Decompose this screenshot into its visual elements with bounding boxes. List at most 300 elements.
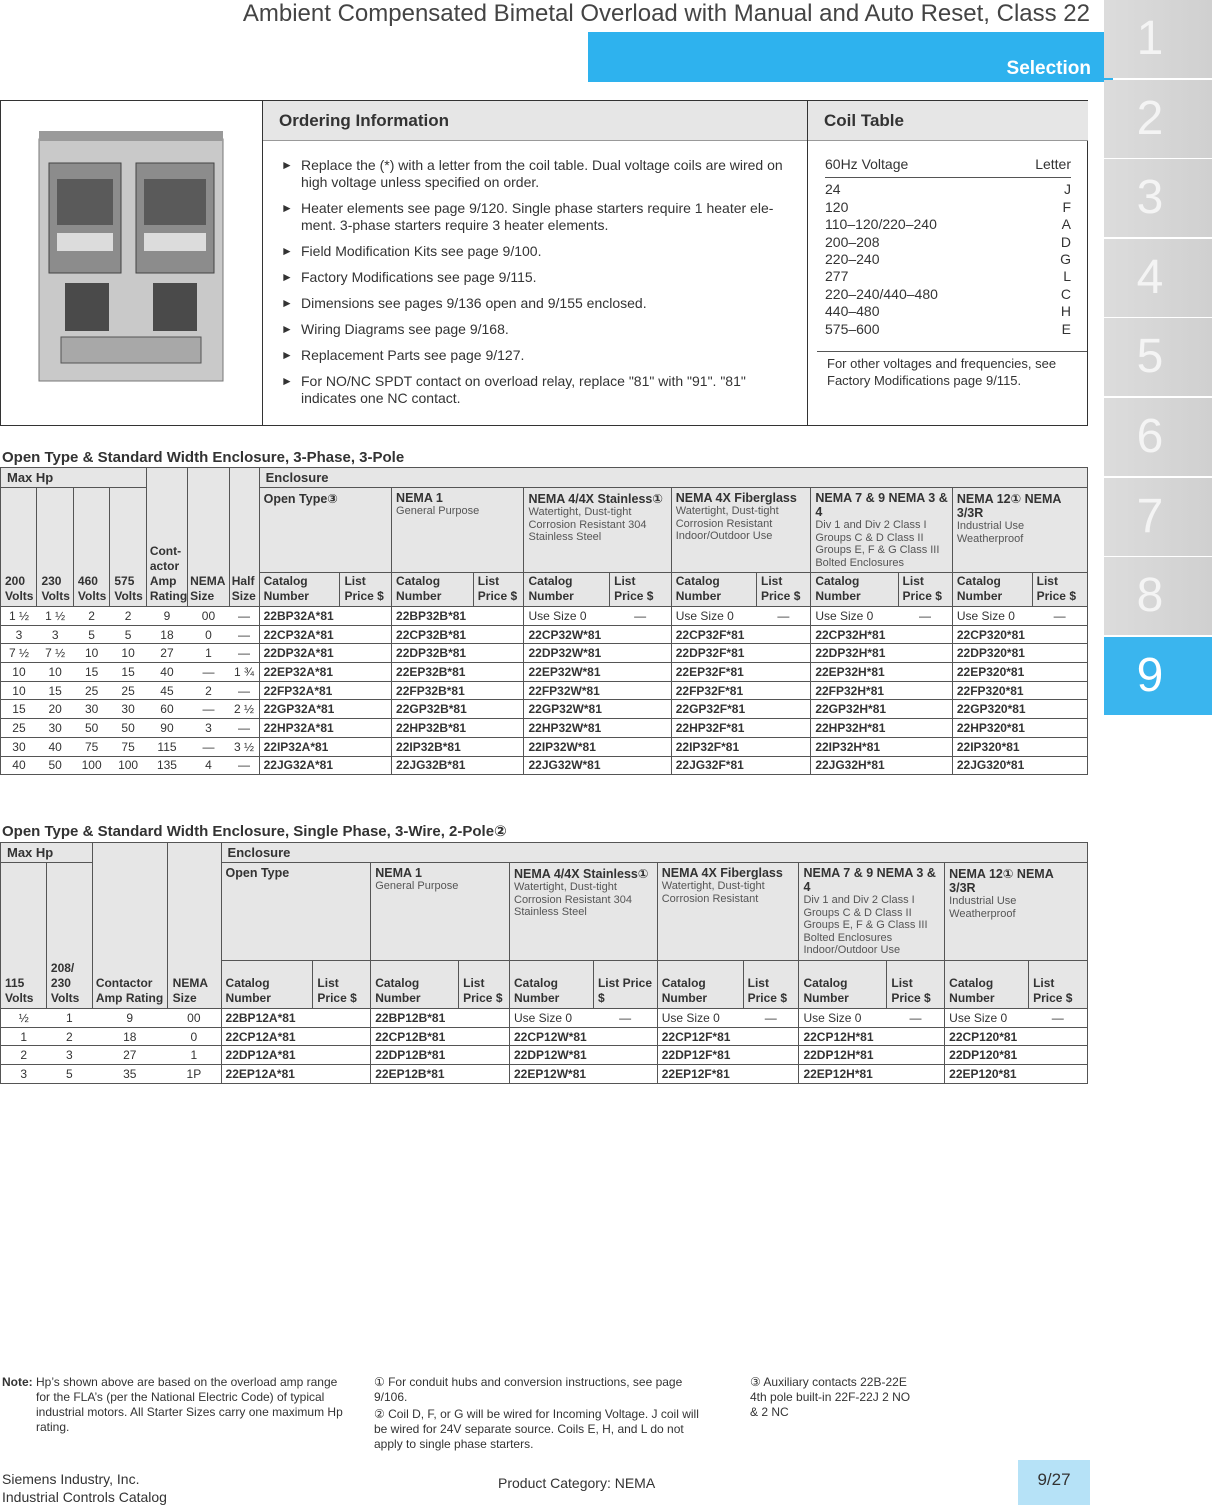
- coil-row: [825, 234, 1071, 251]
- price-cell: [887, 1046, 945, 1065]
- price-cell: [340, 737, 392, 756]
- price-cell: [757, 700, 811, 719]
- enclosure-group: [945, 863, 1088, 961]
- catalog-cell: 22CP12H*81: [799, 1027, 887, 1046]
- catalog-cell: Use Size 0: [510, 1009, 594, 1028]
- chapter-tab-5[interactable]: 5: [1104, 318, 1212, 396]
- rating-cell: 100: [110, 756, 146, 775]
- coil-voltage: 120: [825, 198, 849, 215]
- rating-cell: —: [188, 663, 230, 682]
- catalog-cell: 22DP12A*81: [221, 1046, 313, 1065]
- rating-cell: 10: [37, 663, 73, 682]
- price-cell: [743, 1046, 799, 1065]
- enclosure-name: NEMA 4/4X Stainless①: [528, 492, 663, 506]
- enclosure-name: Open Type③: [263, 492, 338, 506]
- catalog-cell: 22JG32F*81: [671, 756, 756, 775]
- catalog-column-header: Catalog Number: [371, 960, 459, 1009]
- coil-letter: A: [1061, 216, 1071, 233]
- enclosure-group: [371, 863, 510, 961]
- coil-row: [825, 216, 1071, 233]
- enclosure-group: [799, 863, 945, 961]
- coil-letter: H: [1060, 303, 1071, 320]
- catalog-cell: 22EP32A*81: [259, 663, 340, 682]
- catalog-cell: 22DP12H*81: [799, 1046, 887, 1065]
- price-cell: [898, 625, 952, 644]
- coil-row: [825, 199, 1071, 216]
- catalog-cell: 22CP32B*81: [392, 625, 474, 644]
- price-cell: [610, 756, 672, 775]
- enclosure-group: [811, 488, 953, 573]
- rating-cell: 50: [73, 719, 109, 738]
- rating-cell: 25: [73, 681, 109, 700]
- rating-cell: 7 ½: [37, 644, 73, 663]
- rating-cell: 25: [110, 681, 146, 700]
- coil-divider: [807, 101, 808, 425]
- rating-cell: 7 ½: [1, 644, 37, 663]
- enclosure-desc: General Purpose: [396, 505, 480, 517]
- price-cell: [340, 681, 392, 700]
- rating-cell: 2 ½: [229, 700, 259, 719]
- chapter-tab-8[interactable]: 8: [1104, 557, 1212, 635]
- catalog-cell: 22CP12B*81: [371, 1027, 459, 1046]
- table-1phase-title: Open Type & Standard Width Enclosure, Single Phase, 3-Wire, 2-Pole②: [2, 823, 507, 840]
- price-cell: [1032, 700, 1087, 719]
- catalog-cell: 22HP32W*81: [524, 719, 610, 738]
- table-row: [1, 1009, 1088, 1028]
- price-cell: [1029, 1046, 1088, 1065]
- price-cell: [340, 719, 392, 738]
- enclosure-desc: Watertight, Dust-tight Corrosion Resistant 304 Stainless Steel: [528, 506, 647, 543]
- enclosure-desc: Div 1 and Div 2 Class I Groups C & D Class II Groups E, F & G Class III Bolted Enclosures: [815, 519, 940, 569]
- rating-cell: 1: [167, 1046, 221, 1065]
- coil-voltage: 200–208: [825, 233, 880, 250]
- rating-cell: 75: [73, 737, 109, 756]
- price-column-header: List Price $: [610, 573, 672, 607]
- catalog-column-header: Catalog Number: [392, 573, 474, 607]
- rating-cell: 5: [110, 625, 146, 644]
- catalog-column-header: Catalog Number: [657, 960, 743, 1009]
- hp-column-header: 115 Volts: [1, 960, 47, 1009]
- rating-cell: 9: [92, 1009, 167, 1028]
- price-cell: —: [1029, 1009, 1088, 1028]
- catalog-cell: 22EP32F*81: [671, 663, 756, 682]
- table-row: [1, 663, 1088, 682]
- rating-cell: 1: [188, 644, 230, 663]
- price-cell: [313, 1046, 371, 1065]
- catalog-cell: 22FP32B*81: [392, 681, 474, 700]
- note-block: [2, 1375, 350, 1435]
- product-image: [1, 101, 263, 425]
- footer-category: Product Category: NEMA: [498, 1475, 656, 1491]
- table-row: [1, 681, 1088, 700]
- price-cell: [473, 681, 524, 700]
- price-cell: [743, 1027, 799, 1046]
- catalog-cell: 22CP12W*81: [510, 1027, 594, 1046]
- price-cell: [593, 1027, 657, 1046]
- rating-cell: 50: [37, 756, 73, 775]
- price-cell: [340, 700, 392, 719]
- table-row: [1, 625, 1088, 644]
- coil-voltage: 24: [825, 181, 841, 198]
- note-label: Note:: [2, 1375, 33, 1389]
- coil-table: [825, 156, 1071, 338]
- enclosure-name: NEMA 4X Fiberglass: [661, 866, 783, 880]
- price-cell: [1032, 737, 1087, 756]
- rating-cell: 25: [1, 719, 37, 738]
- catalog-cell: 22GP32W*81: [524, 700, 610, 719]
- rating-cell: 20: [37, 700, 73, 719]
- footnote-3: ③ Auxiliary contacts 22B-22E 4th pole built-in 22F-22J 2 NO & 2 NC: [750, 1375, 911, 1419]
- price-cell: [1032, 663, 1087, 682]
- rating-cell: —: [229, 625, 259, 644]
- table-row: [1, 1046, 1088, 1065]
- price-cell: [610, 625, 672, 644]
- rating-cell: 3: [188, 719, 230, 738]
- price-column-header: List Price $: [743, 960, 799, 1009]
- rating-cell: 00: [188, 607, 230, 626]
- catalog-cell: 22IP32F*81: [671, 737, 756, 756]
- footnote-2: ② Coil D, F, or G will be wired for Incoming Voltage. J coil will be wired for 24V separate source. Coils E, H, and L do not apply to single phase starters.: [374, 1407, 699, 1451]
- enclosure-name: NEMA 12① NEMA 3/3R: [956, 492, 1061, 520]
- enclosure-name: NEMA 12① NEMA 3/3R: [949, 867, 1054, 895]
- catalog-cell: 22DP32B*81: [392, 644, 474, 663]
- catalog-cell: Use Size 0: [945, 1009, 1029, 1028]
- ordering-item: ► Dimensions see pages 9/136 open and 9/155 enclosed.: [281, 295, 801, 312]
- rating-cell: 3: [1, 625, 37, 644]
- catalog-cell: 22HP320*81: [952, 719, 1032, 738]
- price-cell: —: [887, 1009, 945, 1028]
- price-cell: [473, 756, 524, 775]
- rating-cell: 60: [146, 700, 187, 719]
- catalog-cell: 22EP32W*81: [524, 663, 610, 682]
- hp-column-header: 575 Volts: [110, 573, 146, 607]
- coil-letter: G: [1060, 251, 1071, 268]
- table-3phase-title: Open Type & Standard Width Enclosure, 3-Phase, 3-Pole: [2, 449, 405, 466]
- price-cell: [610, 719, 672, 738]
- enclosure-header: Enclosure: [259, 468, 1087, 488]
- rating-cell: —: [188, 700, 230, 719]
- catalog-cell: 22IP32W*81: [524, 737, 610, 756]
- price-cell: [340, 625, 392, 644]
- section-bar: [588, 32, 1113, 82]
- price-cell: [473, 663, 524, 682]
- footnotes-12: [374, 1375, 704, 1452]
- rating-cell: 30: [1, 737, 37, 756]
- ordering-item: ► Wiring Diagrams see page 9/168.: [281, 321, 801, 338]
- catalog-cell: 22GP32B*81: [392, 700, 474, 719]
- rating-cell: 3 ½: [229, 737, 259, 756]
- catalog-column-header: Catalog Number: [221, 960, 313, 1009]
- catalog-cell: 22IP32A*81: [259, 737, 340, 756]
- rating-cell: 15: [37, 681, 73, 700]
- catalog-cell: 22GP320*81: [952, 700, 1032, 719]
- rating-cell: 10: [110, 644, 146, 663]
- price-cell: [898, 644, 952, 663]
- price-cell: [610, 644, 672, 663]
- table-row: [1, 737, 1088, 756]
- ordering-item: ► Heater elements see page 9/120. Single phase starters require 1 heater ele-ment. 3-phase starters require 3 heater elements.: [281, 200, 801, 234]
- price-cell: [340, 756, 392, 775]
- price-cell: [473, 737, 524, 756]
- rating-cell: 1: [1, 1027, 47, 1046]
- chapter-tab-4[interactable]: 4: [1104, 239, 1212, 317]
- catalog-cell: Use Size 0: [811, 607, 898, 626]
- catalog-cell: 22EP320*81: [952, 663, 1032, 682]
- catalog-cell: 22HP32F*81: [671, 719, 756, 738]
- rating-cell: 10: [1, 663, 37, 682]
- rating-cell: 40: [146, 663, 187, 682]
- catalog-cell: 22FP32W*81: [524, 681, 610, 700]
- price-cell: [898, 663, 952, 682]
- catalog-cell: 22EP12A*81: [221, 1065, 313, 1084]
- contactor-header: Contactor Amp Rating: [95, 976, 164, 1005]
- price-cell: [1032, 719, 1087, 738]
- rating-cell: 18: [146, 625, 187, 644]
- hp-column-header: 230 Volts: [37, 573, 73, 607]
- ordering-item: ► Factory Modifications see page 9/115.: [281, 269, 801, 286]
- enclosure-name: NEMA 1: [375, 866, 422, 880]
- enclosure-desc: Div 1 and Div 2 Class I Groups C & D Class II Groups E, F & G Class III Bolted Enclosures Indoor/Outdoor Use: [803, 894, 928, 956]
- price-cell: [593, 1065, 657, 1084]
- price-cell: [473, 644, 524, 663]
- catalog-column-header: Catalog Number: [945, 960, 1029, 1009]
- hp-column-header: 460 Volts: [73, 573, 109, 607]
- price-cell: [898, 756, 952, 775]
- price-cell: [898, 681, 952, 700]
- rating-cell: 30: [110, 700, 146, 719]
- catalog-cell: 22EP12W*81: [510, 1065, 594, 1084]
- catalog-cell: 22HP32H*81: [811, 719, 898, 738]
- catalog-cell: 22IP32H*81: [811, 737, 898, 756]
- price-column-header: List Price $: [887, 960, 945, 1009]
- price-cell: [313, 1009, 371, 1028]
- hp-column-header: 200 Volts: [1, 573, 37, 607]
- coil-table-header: [825, 156, 1071, 178]
- price-cell: [1029, 1027, 1088, 1046]
- enclosure-name: NEMA 4/4X Stainless①: [514, 867, 649, 881]
- ordering-item: ► For NO/NC SPDT contact on overload relay, replace "81" with "91". "81" indicates one NC contact.: [281, 373, 801, 407]
- table-1phase: [0, 842, 1088, 1084]
- rating-cell: 45: [146, 681, 187, 700]
- rating-cell: 18: [92, 1027, 167, 1046]
- rating-cell: 15: [1, 700, 37, 719]
- catalog-column-header: Catalog Number: [510, 960, 594, 1009]
- price-cell: [898, 700, 952, 719]
- coil-voltage: 575–600: [825, 320, 880, 337]
- catalog-cell: 22GP32H*81: [811, 700, 898, 719]
- price-cell: —: [743, 1009, 799, 1028]
- enclosure-desc: Watertight, Dust-tight Corrosion Resistant: [661, 880, 765, 905]
- coil-col-letter: Letter: [1035, 156, 1071, 172]
- catalog-cell: 22JG32W*81: [524, 756, 610, 775]
- catalog-cell: 22IP320*81: [952, 737, 1032, 756]
- catalog-column-header: Catalog Number: [952, 573, 1032, 607]
- table-row: [1, 700, 1088, 719]
- catalog-cell: 22FP32H*81: [811, 681, 898, 700]
- coil-letter: E: [1061, 320, 1071, 337]
- footnote-1: ① For conduit hubs and conversion instructions, see page 9/106.: [374, 1375, 683, 1404]
- enclosure-desc: General Purpose: [375, 880, 459, 892]
- catalog-cell: 22BP12B*81: [371, 1009, 459, 1028]
- enclosure-header: Enclosure: [221, 843, 1087, 863]
- page-title: Ambient Compensated Bimetal Overload with Manual and Auto Reset, Class 22: [242, 0, 1090, 27]
- rating-cell: —: [229, 681, 259, 700]
- price-cell: [757, 644, 811, 663]
- enclosure-group: [952, 488, 1087, 573]
- rating-cell: 100: [73, 756, 109, 775]
- max-hp-header: Max Hp: [1, 843, 93, 863]
- chapter-tab-7[interactable]: 7: [1104, 478, 1212, 556]
- coil-note: For other voltages and frequencies, see Factory Modifications page 9/115.: [817, 351, 1087, 389]
- catalog-column-header: Catalog Number: [671, 573, 756, 607]
- table-row: [1, 1027, 1088, 1046]
- catalog-cell: 22CP32H*81: [811, 625, 898, 644]
- price-cell: [898, 737, 952, 756]
- rating-cell: 9: [146, 607, 187, 626]
- max-hp-header: Max Hp: [1, 468, 147, 488]
- coil-row: [825, 268, 1071, 285]
- rating-cell: —: [188, 737, 230, 756]
- catalog-cell: 22DP12W*81: [510, 1046, 594, 1065]
- coil-voltage: 440–480: [825, 303, 880, 320]
- catalog-cell: 22JG32A*81: [259, 756, 340, 775]
- enclosure-group: [259, 488, 391, 573]
- price-cell: [887, 1065, 945, 1084]
- nema-size-header: NEMA Size: [190, 574, 226, 603]
- catalog-cell: 22EP12B*81: [371, 1065, 459, 1084]
- enclosure-group: [657, 863, 799, 961]
- rating-cell: 2: [110, 607, 146, 626]
- rating-cell: 5: [46, 1065, 92, 1084]
- catalog-cell: 22DP32F*81: [671, 644, 756, 663]
- catalog-cell: 22CP32F*81: [671, 625, 756, 644]
- price-column-header: List Price $: [459, 960, 510, 1009]
- catalog-cell: 22JG320*81: [952, 756, 1032, 775]
- catalog-cell: 22HP32A*81: [259, 719, 340, 738]
- price-cell: [340, 607, 392, 626]
- rating-cell: 2: [188, 681, 230, 700]
- coil-letter: J: [1064, 181, 1071, 198]
- catalog-cell: 22DP320*81: [952, 644, 1032, 663]
- catalog-cell: 22DP32H*81: [811, 644, 898, 663]
- chapter-tab-1[interactable]: 1: [1104, 0, 1212, 78]
- catalog-cell: 22EP32H*81: [811, 663, 898, 682]
- price-cell: —: [1032, 607, 1087, 626]
- coil-row: [825, 251, 1071, 268]
- catalog-cell: Use Size 0: [657, 1009, 743, 1028]
- catalog-cell: 22EP32B*81: [392, 663, 474, 682]
- price-cell: [340, 663, 392, 682]
- ordering-item: ► Field Modification Kits see page 9/100.: [281, 243, 801, 260]
- catalog-cell: 22DP12F*81: [657, 1046, 743, 1065]
- ordering-list: [281, 157, 801, 416]
- starter-photo: [1, 101, 263, 427]
- price-cell: [313, 1027, 371, 1046]
- catalog-cell: 22IP32B*81: [392, 737, 474, 756]
- price-column-header: List Price $: [340, 573, 392, 607]
- catalog-cell: 22EP12H*81: [799, 1065, 887, 1084]
- rating-cell: 50: [110, 719, 146, 738]
- coil-voltage: 110–120/220–240: [825, 216, 937, 233]
- price-cell: [473, 719, 524, 738]
- coil-table-title: Coil Table: [808, 101, 1088, 141]
- table-row: [1, 756, 1088, 775]
- catalog-cell: 22DP32A*81: [259, 644, 340, 663]
- enclosure-group: [221, 863, 371, 961]
- catalog-cell: 22BP12A*81: [221, 1009, 313, 1028]
- price-cell: [743, 1065, 799, 1084]
- coil-row: [825, 286, 1071, 303]
- ordering-item: ► Replace the (*) with a letter from the coil table. Dual voltage coils are wired on high voltage unless specified on order.: [281, 157, 801, 191]
- table-3phase: [0, 467, 1088, 775]
- price-cell: [473, 625, 524, 644]
- rating-cell: 15: [73, 663, 109, 682]
- catalog-cell: 22FP32A*81: [259, 681, 340, 700]
- rating-cell: —: [229, 719, 259, 738]
- ordering-box: [0, 100, 1088, 426]
- price-cell: [757, 737, 811, 756]
- rating-cell: 1 ½: [37, 607, 73, 626]
- coil-voltage: 220–240: [825, 251, 880, 268]
- price-column-header: List Price $: [313, 960, 371, 1009]
- enclosure-name: NEMA 4X Fiberglass: [675, 491, 797, 505]
- enclosure-desc: Industrial Use Weatherproof: [949, 895, 1017, 920]
- chapter-tab-3[interactable]: 3: [1104, 159, 1212, 237]
- chapter-tab-2[interactable]: 2: [1104, 80, 1212, 158]
- price-cell: [459, 1046, 510, 1065]
- price-cell: [473, 700, 524, 719]
- rating-cell: 1 ½: [1, 607, 37, 626]
- rating-cell: 1 ¾: [229, 663, 259, 682]
- rating-cell: 3: [1, 1065, 47, 1084]
- price-cell: [757, 663, 811, 682]
- catalog-column-header: Catalog Number: [811, 573, 898, 607]
- price-column-header: List Price $: [898, 573, 952, 607]
- enclosure-desc: Watertight, Dust-tight Corrosion Resistant Indoor/Outdoor Use: [675, 505, 779, 542]
- rating-cell: 3: [46, 1046, 92, 1065]
- rating-cell: —: [229, 607, 259, 626]
- catalog-cell: 22DP120*81: [945, 1046, 1029, 1065]
- chapter-tab-6[interactable]: 6: [1104, 398, 1212, 476]
- catalog-cell: Use Size 0: [671, 607, 756, 626]
- rating-cell: 75: [110, 737, 146, 756]
- price-cell: [1032, 625, 1087, 644]
- price-cell: [459, 1027, 510, 1046]
- enclosure-group: [524, 488, 671, 573]
- price-cell: [757, 719, 811, 738]
- enclosure-name: NEMA 7 & 9 NEMA 3 & 4: [815, 491, 948, 519]
- catalog-cell: 22JG32H*81: [811, 756, 898, 775]
- price-column-header: List Price $: [1029, 960, 1088, 1009]
- price-column-header: List Price $: [757, 573, 811, 607]
- rating-cell: 1P: [167, 1065, 221, 1084]
- price-cell: [887, 1027, 945, 1046]
- half-size-header: Half Size: [231, 574, 256, 603]
- price-cell: [1032, 644, 1087, 663]
- chapter-tab-9[interactable]: 9: [1104, 637, 1212, 715]
- nema-size-header: NEMA Size: [172, 976, 208, 1005]
- price-cell: [610, 700, 672, 719]
- rating-cell: 30: [37, 719, 73, 738]
- catalog-cell: 22FP320*81: [952, 681, 1032, 700]
- catalog-cell: 22CP32A*81: [259, 625, 340, 644]
- catalog-cell: 22CP120*81: [945, 1027, 1029, 1046]
- rating-cell: 3: [37, 625, 73, 644]
- price-cell: —: [593, 1009, 657, 1028]
- catalog-column-header: Catalog Number: [524, 573, 610, 607]
- catalog-cell: 22JG32B*81: [392, 756, 474, 775]
- price-cell: [593, 1046, 657, 1065]
